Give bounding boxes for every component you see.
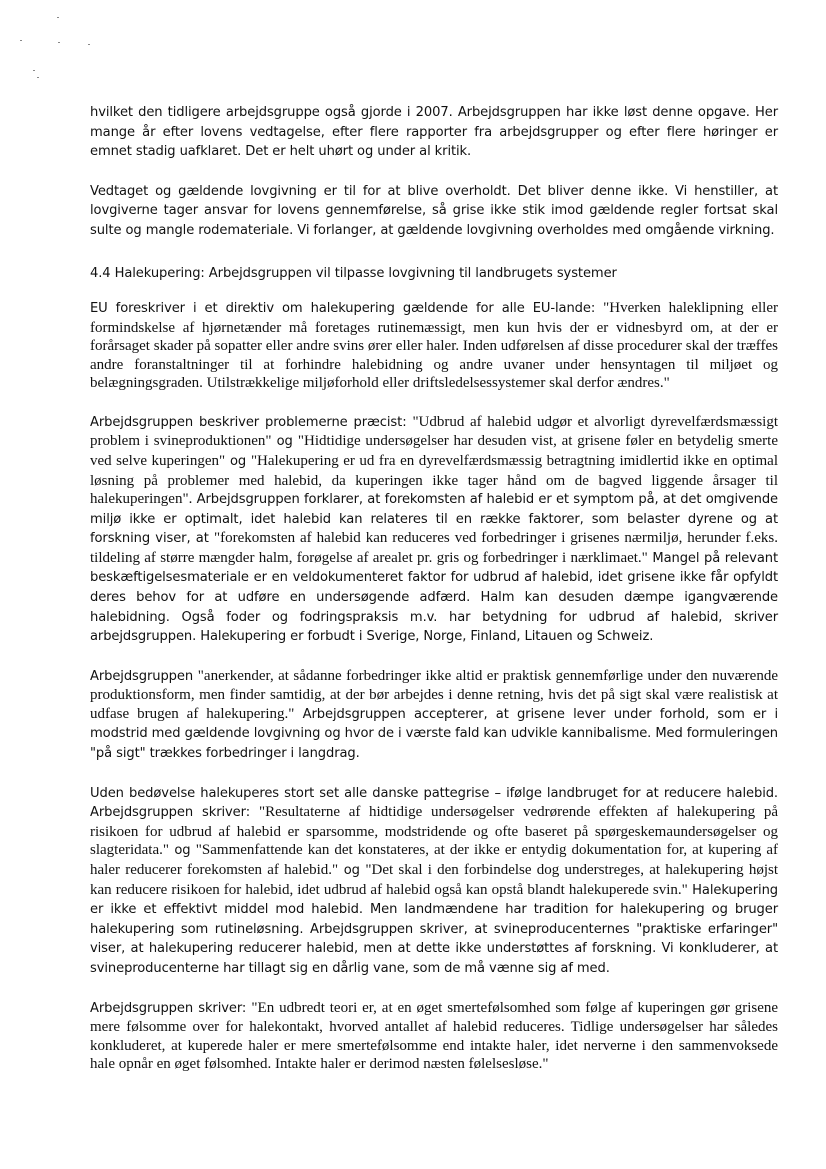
body-text: EU foreskriver i et direktiv om halekupering gældende for alle EU-lande:	[90, 301, 604, 317]
scan-speck	[58, 42, 60, 43]
scan-speck	[37, 77, 39, 78]
body-text: og	[225, 453, 251, 469]
body-text: Arbejdsgruppen accepterer, at grisene lever under forhold, som er i modstrid med gældende lovgivning og hvor de i værste fald kan udvikle kannibalisme. Med formuleringen "på sigt" trækkes forbedringer i langdrag.	[90, 706, 778, 762]
quoted-text: "Udbrud af halebid udgør et alvorligt dyrevelfærdsmæssigt problem i svineproduktionen"	[90, 413, 779, 450]
scan-speck	[88, 44, 90, 45]
paragraph	[90, 182, 778, 241]
body-text: hvilket den tidligere arbejdsgruppe også gjorde i 2007. Arbejdsgruppen har ikke løst denne opgave. Her mange år efter lovens vedtagelse, efter flere rapporter fra arbejdsgrupper og efter flere høringer er emnet stadig uafklaret. Det er helt uhørt og under al kritik.	[90, 105, 778, 160]
body-text: Arbejdsgruppen skriver:	[90, 1000, 252, 1016]
body-text: Halekupering er ikke et effektivt middel mod halebid. Men landmændene har tradition for halekupering og bruger halekupering som rutineløsning. Arbejdsgruppen skriver, at svineproducenternes "praktiske erfaringer" viser, at halekupering reducerer halebid, men at dette ikke understøttes af forskning. Vi konkluderer, at svineproducenterne har tillagt sig en dårlig vane, som de må vænne sig af med.	[90, 882, 778, 976]
body-text: og	[338, 862, 366, 878]
paragraph	[90, 999, 778, 1074]
document-body	[90, 103, 778, 1094]
quoted-text: "Det skal i den forbindelse dog understreges, at halekupering højst kan reducere risikoen for halebid, idet udbrud af halebid også kan opstå blandt halekuperede svin."	[90, 861, 778, 898]
paragraph	[90, 784, 778, 979]
body-text: Mangel på relevant beskæftigelsesmateriale er en veldokumenteret faktor for udbrud af halebid, idet grisene ikke får opfyldt deres behov for at udføre en undersøgende adfærd. Halm kan desuden dæmpe igangværende halebidning. Også foder og fodringspraksis m.v. har betydning for udbrud af halebid, skriver arbejdsgruppen. Halekupering er forbudt i Sverige, Norge, Finland, Litauen og Schweiz.	[90, 550, 778, 645]
body-text: Arbejdsgruppen beskriver problemerne præcist:	[90, 414, 413, 430]
body-text: Arbejdsgruppen forklarer, at forekomsten af halebid er et symptom på, at det omgivende miljø ikke er optimalt, idet halebid kan relateres til en række faktorer, som belaster dyrene og at forskning viser, at	[90, 492, 778, 547]
quoted-text: "Resultaterne af hidtidige undersøgelser vedrørende effekten af halekupering på risikoen for udbrud af halebid er sparsomme, modstridende og ofte baseret på spørgeskemaundersøgelser og slagteridata."	[90, 804, 778, 859]
body-text: og	[169, 843, 196, 859]
scan-speck	[57, 17, 59, 18]
scan-speck	[33, 70, 35, 71]
section-heading	[90, 261, 778, 284]
paragraph	[90, 299, 778, 393]
body-text: Uden bedøvelse halekuperes stort set alle danske pattegrise – ifølge landbruget for at reducere halebid. Arbejdsgruppen skriver:	[90, 785, 778, 821]
paragraph	[90, 103, 778, 162]
body-text: og	[271, 434, 298, 450]
quoted-text: "Hverken haleklipning eller formindskelse af hjørnetænder må foretages rutinemæssigt, men kun hvis der er vidnesbyrd om, at der er forårsaget skader på sopatter eller andre svins ører eller haler. Inden udførelsen af disse procedurer skal der træffes andre foranstaltninger til at forhindre halebidning og andre uvaner under hensyntagen til miljøet og belægningsgraden. Utilstrækkelige miljøforhold eller driftsledelsessystemer skal derfor ændres."	[90, 300, 778, 392]
body-text: 4.4 Halekupering: Arbejdsgruppen vil tilpasse lovgivning til landbrugets systemer	[90, 265, 617, 281]
body-text: Vedtaget og gældende lovgivning er til for at blive overholdt. Det bliver denne ikke. Vi henstiller, at lovgiverne tager ansvar for lovens gennemførelse, så grise ikke stik imod gældende regler fortsat skal sulte og mangle rodemateriale. Vi forlanger, at gældende lovgivning overholdes med omgående virkning.	[90, 183, 778, 238]
quoted-text: "Hidtidige undersøgelser har desuden vist, at grisene føler en betydelig smerte ved selve kuperingen"	[90, 433, 779, 469]
body-text: Arbejdsgruppen	[90, 668, 198, 684]
quoted-text: "Halekupering er ud fra en dyrevelfærdsmæssig betragtning imidlertid ikke en optimal løsning på problemer med halebid, da kuperingen ikke tager hånd om de bagved liggende årsager til halekuperingen".	[90, 452, 778, 508]
paragraph	[90, 413, 778, 647]
quoted-text: "forekomsten af halebid kan reduceres ved forbedringer i grisenes nærmiljø, herunder f.eks. tildeling af større mængder halm, forøgelse af arealet pr. gris og forbedringer i nærklimaet."	[90, 530, 778, 566]
paragraph	[90, 667, 778, 764]
quoted-text: "anerkender, at sådanne forbedringer ikke altid er praktisk gennemførlige under den nuværende produktionsform, men finder samtidig, at der bør arbejdes i denne retning, hvis det på sigt skal være realistisk at udfase brugen af halekupering."	[90, 667, 778, 722]
quoted-text: "Sammenfattende kan det konstateres, at der ikke er entydig dokumentation for, at kupering af haler reducerer forekomsten af halebid."	[90, 842, 778, 878]
scan-speck	[20, 40, 22, 41]
quoted-text: "En udbredt teori er, at en øget smertefølsomhed som følge af kuperingen gør grisene mere følsomme over for halekontakt, hvorved antallet af halebid reduceres. Tidlige undersøgelser har således konkluderet, at kuperede haler er mere smertefølsomme end intakte haler, idet nerverne i den sammenvoksede hale opnår en øget følsomhed. Intakte haler er derimod næsten følelsesløse."	[90, 999, 779, 1073]
